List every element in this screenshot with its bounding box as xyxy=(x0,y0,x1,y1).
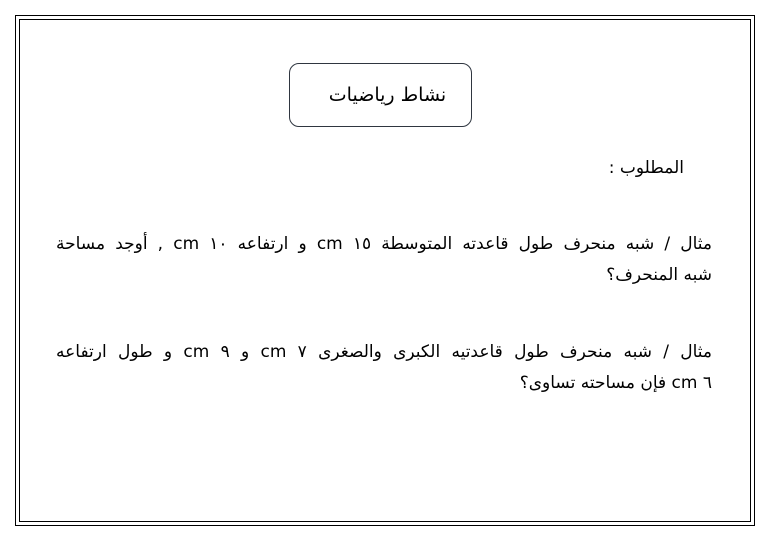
example-1 xyxy=(56,229,712,291)
example-2-line-2: ٦ cm فإن مساحته تساوى؟ xyxy=(519,373,712,393)
example-1-line-1: مثال / شبه منحرف طول قاعدته المتوسطة ١٥ cm و ارتفاعه ١٠ cm , أوجد مساحة xyxy=(56,234,712,254)
required-label: المطلوب : xyxy=(608,158,684,178)
example-2-line-1: مثال / شبه منحرف طول قاعدتيه الكبرى والصغرى ٧ cm و ٩ cm و طول ارتفاعه xyxy=(56,342,712,362)
example-2 xyxy=(56,337,712,399)
title-box xyxy=(289,63,472,127)
example-1-line-2: شبه المنحرف؟ xyxy=(606,265,712,285)
page-title: نشاط رياضيات xyxy=(328,83,447,106)
